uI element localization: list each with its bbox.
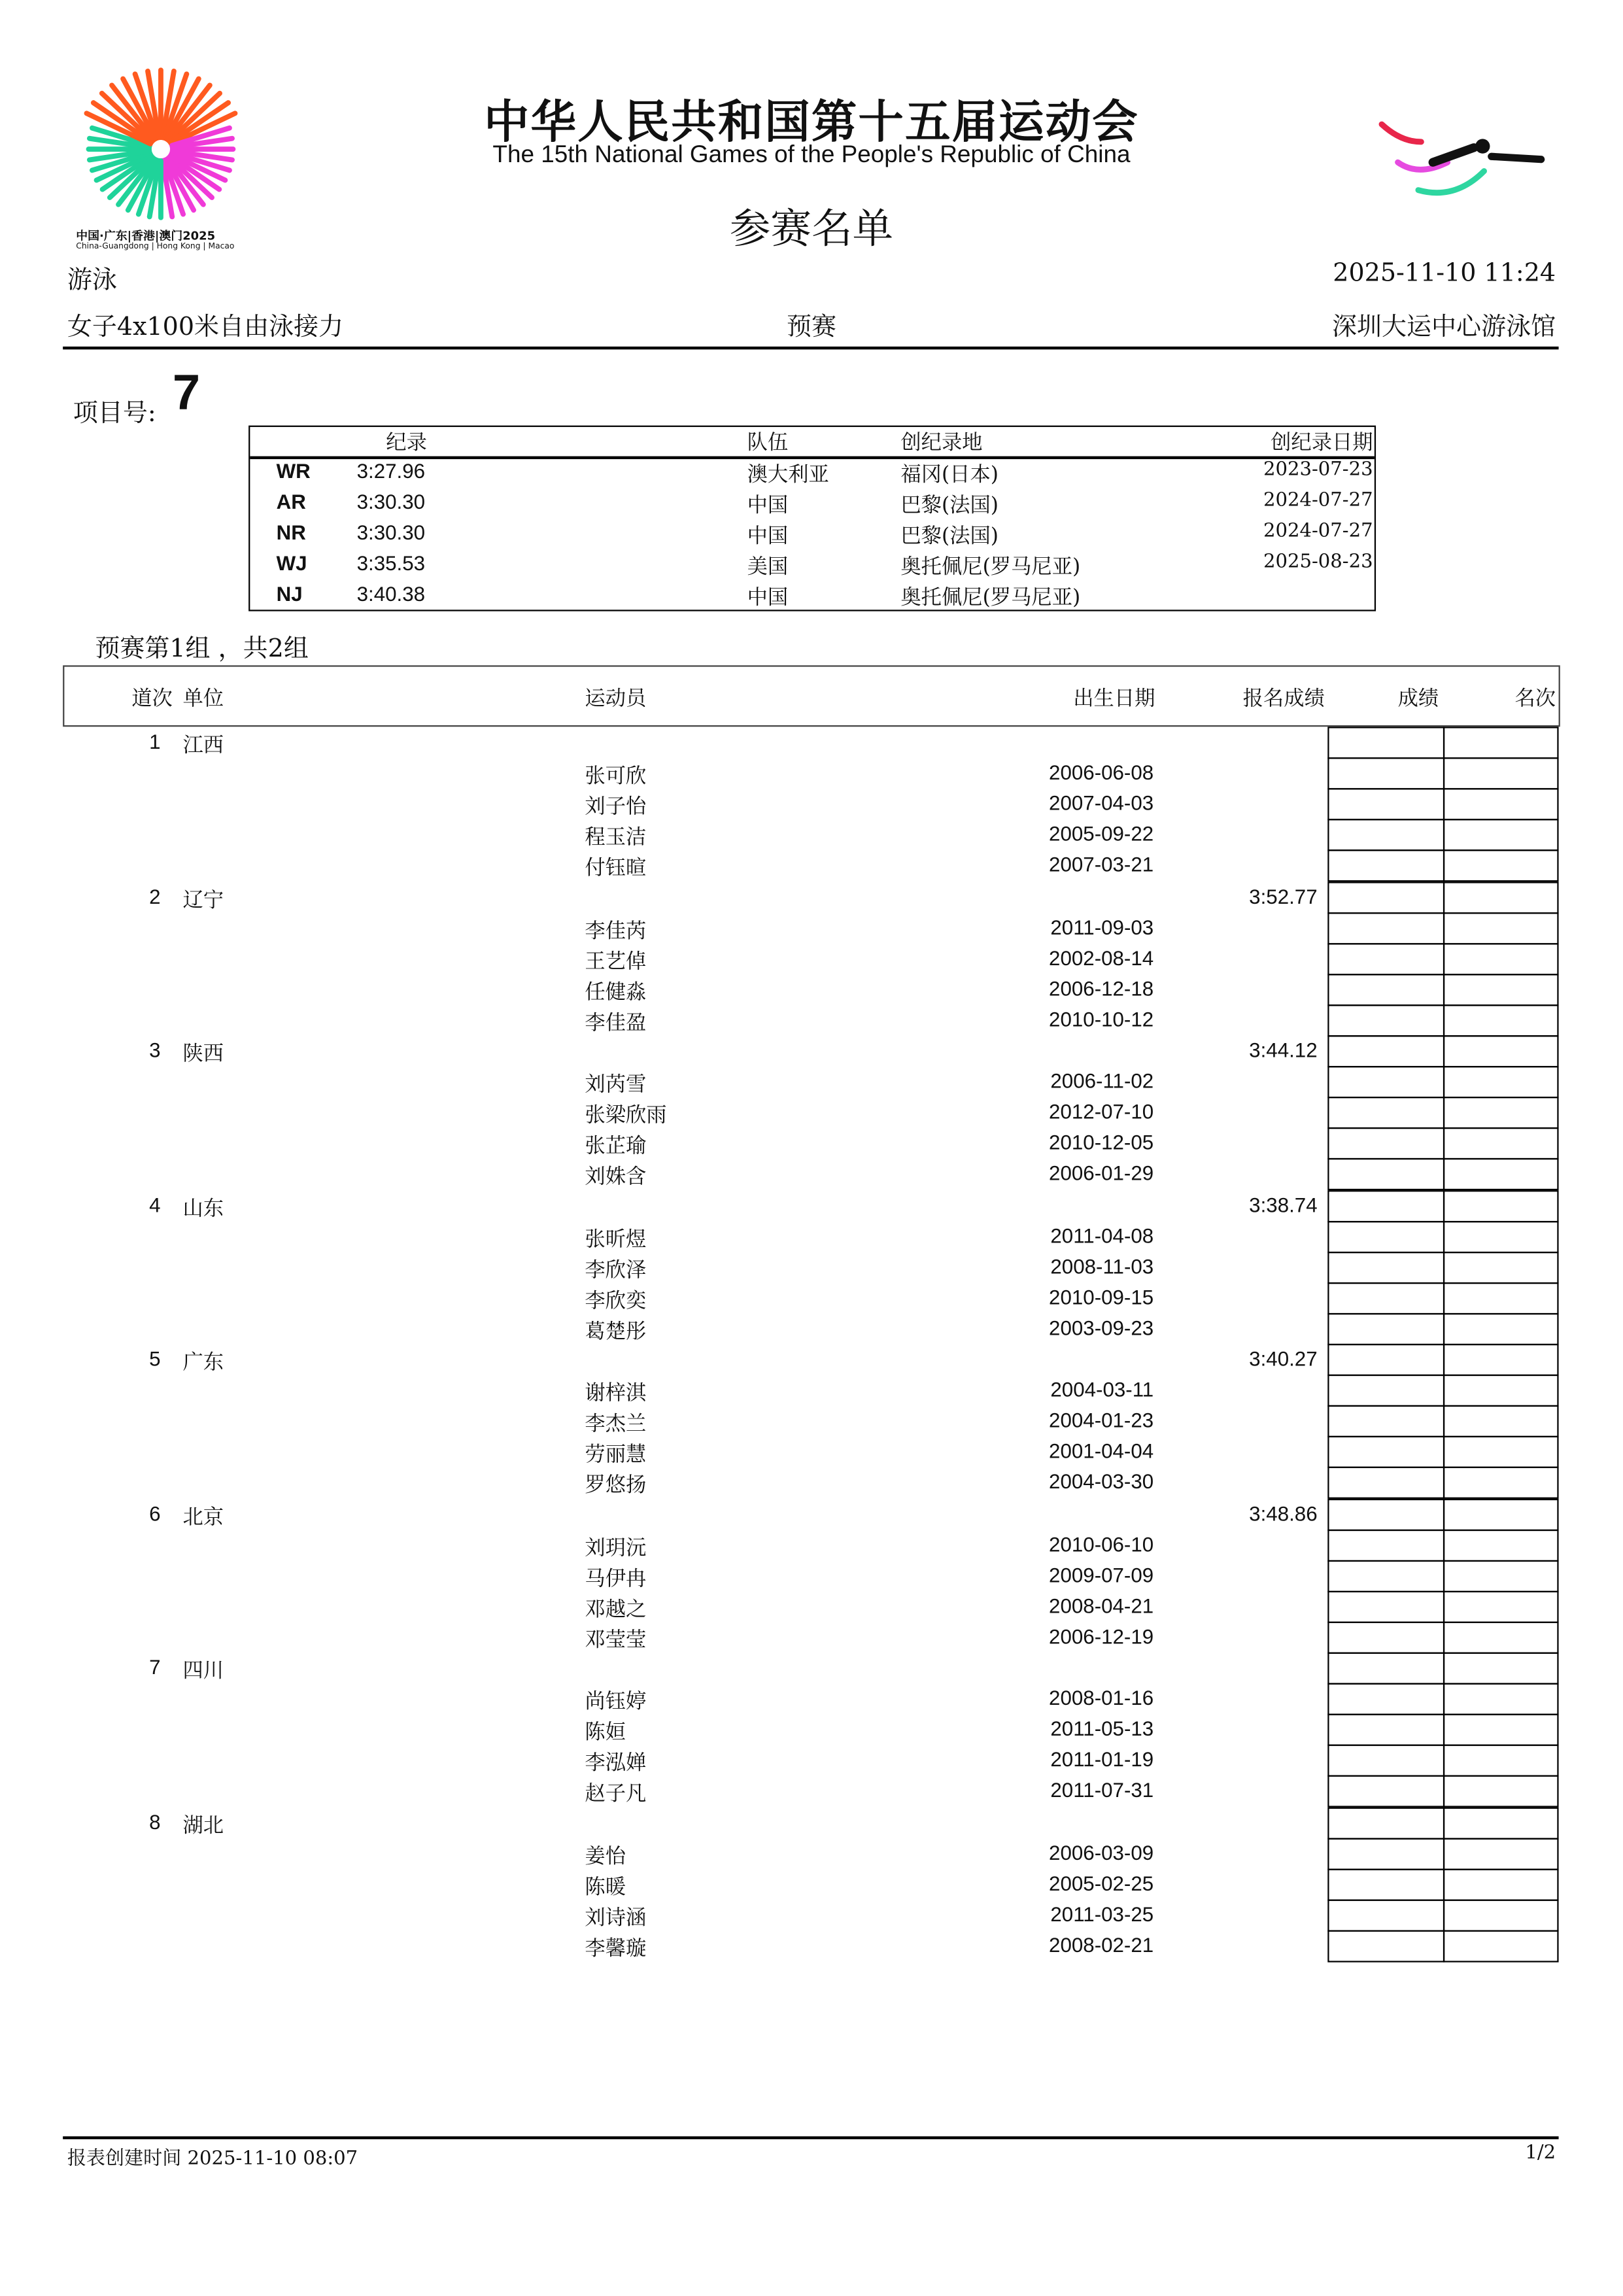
result-box[interactable] (1327, 1467, 1444, 1499)
rank-box[interactable] (1443, 1621, 1559, 1653)
rank-box[interactable] (1443, 1004, 1559, 1037)
athlete-dob: 2010-10-12 (1049, 1007, 1154, 1031)
header-unit: 单位 (182, 687, 224, 711)
result-box[interactable] (1327, 1344, 1444, 1376)
athlete-dob: 2006-01-29 (1049, 1161, 1154, 1186)
athlete-name: 邓越之 (585, 1598, 647, 1622)
rank-box[interactable] (1443, 1590, 1559, 1622)
athlete-name: 陈暖 (585, 1876, 626, 1899)
athlete-row (0, 1220, 1623, 1251)
athlete-dob: 2006-12-18 (1049, 976, 1154, 1000)
result-box[interactable] (1327, 1745, 1444, 1777)
entries-table-header (63, 665, 1560, 727)
rank-box[interactable] (1443, 1467, 1559, 1499)
lane-row (0, 1035, 1623, 1066)
rank-box[interactable] (1443, 1251, 1559, 1283)
rank-box[interactable] (1443, 1405, 1559, 1437)
team-unit: 江西 (182, 734, 224, 758)
result-box[interactable] (1327, 1683, 1444, 1715)
athlete-name: 李佳盈 (585, 1012, 647, 1035)
record-code: WR (276, 459, 311, 483)
athlete-dob: 2008-01-16 (1049, 1686, 1154, 1710)
athlete-name: 王艺倬 (585, 950, 647, 974)
record-team: 澳大利亚 (747, 463, 829, 487)
result-box[interactable] (1327, 1930, 1444, 1962)
athlete-name: 李欣泽 (585, 1258, 647, 1282)
lane-row (0, 1498, 1623, 1529)
athlete-dob: 2001-04-04 (1049, 1439, 1154, 1463)
athlete-name: 张芷瑜 (585, 1135, 647, 1159)
athlete-row (0, 943, 1623, 974)
record-date: 2024-07-27 (1263, 490, 1373, 512)
heat-label: 预赛第1组 ，共2组 (95, 634, 309, 664)
logo-text-cn: 中国·广东|香港|澳门2025 (76, 230, 216, 243)
athlete-dob: 2012-07-10 (1049, 1099, 1154, 1123)
record-place: 奥托佩尼(罗马尼亚) (900, 555, 1081, 579)
rank-box[interactable] (1443, 757, 1559, 789)
result-box[interactable] (1327, 1621, 1444, 1653)
athlete-row (0, 1467, 1623, 1498)
athlete-dob: 2003-09-23 (1049, 1316, 1154, 1339)
result-box[interactable] (1327, 1066, 1444, 1098)
lane-row (0, 1653, 1623, 1683)
lane-number: 5 (149, 1346, 161, 1371)
athlete-name: 罗悠扬 (585, 1474, 647, 1498)
athlete-name: 陈姮 (585, 1721, 626, 1745)
rank-box[interactable] (1443, 1498, 1559, 1530)
athlete-row (0, 912, 1623, 942)
athlete-row (0, 1375, 1623, 1405)
rank-box[interactable] (1443, 1097, 1559, 1129)
athlete-dob: 2009-07-09 (1049, 1562, 1154, 1586)
result-box[interactable] (1327, 1313, 1444, 1345)
result-box[interactable] (1327, 1220, 1444, 1252)
athlete-name: 赵子凡 (585, 1783, 647, 1807)
print-datetime: 2025-11-10 11:24 (1333, 258, 1556, 288)
result-box[interactable] (1327, 1097, 1444, 1129)
rank-box[interactable] (1443, 819, 1559, 851)
record-date: 2024-07-27 (1263, 521, 1373, 543)
record-team: 中国 (747, 524, 789, 549)
record-team: 中国 (747, 586, 789, 610)
lane-number: 1 (149, 729, 161, 753)
athlete-dob: 2010-06-10 (1049, 1532, 1154, 1556)
records-header-place: 创纪录地 (900, 431, 983, 455)
lane-number: 6 (149, 1501, 161, 1525)
result-box[interactable] (1327, 819, 1444, 851)
athlete-row (0, 1066, 1623, 1097)
athlete-row (0, 1251, 1623, 1282)
header-divider (63, 347, 1558, 349)
athlete-name: 谢梓淇 (585, 1382, 647, 1406)
athlete-name: 邓莹莹 (585, 1628, 647, 1653)
athlete-name: 张昕煜 (585, 1227, 647, 1252)
athlete-row (0, 1714, 1623, 1745)
rank-box[interactable] (1443, 1930, 1559, 1962)
document-title: 参赛名单 (729, 205, 894, 253)
athlete-dob: 2008-02-21 (1049, 1932, 1154, 1957)
athlete-row (0, 1097, 1623, 1127)
athlete-row (0, 789, 1623, 819)
result-box[interactable] (1327, 1128, 1444, 1160)
athlete-dob: 2006-03-09 (1049, 1840, 1154, 1864)
record-code: NR (276, 521, 306, 544)
created-time: 2025-11-10 08:07 (187, 2148, 358, 2170)
athlete-name: 刘诗涵 (585, 1906, 647, 1930)
record-place: 奥托佩尼(罗马尼亚) (900, 586, 1081, 610)
athlete-dob: 2010-09-15 (1049, 1284, 1154, 1309)
venue-label: 深圳大运中心游泳馆 (1331, 313, 1556, 343)
result-box[interactable] (1327, 757, 1444, 789)
athlete-dob: 2005-02-25 (1049, 1871, 1154, 1895)
result-box[interactable] (1327, 1436, 1444, 1468)
created-label: 报表创建时间 (67, 2148, 182, 2170)
result-box[interactable] (1327, 1405, 1444, 1437)
athlete-row (0, 1436, 1623, 1467)
result-box[interactable] (1327, 1282, 1444, 1314)
athlete-dob: 2011-05-13 (1050, 1717, 1154, 1741)
lane-row (0, 1807, 1623, 1838)
record-time: 3:30.30 (356, 521, 426, 544)
athlete-name: 刘子怡 (585, 795, 647, 819)
rank-box[interactable] (1443, 1128, 1559, 1160)
record-team: 美国 (747, 555, 789, 579)
result-box[interactable] (1327, 1190, 1444, 1222)
rank-box[interactable] (1443, 727, 1559, 759)
rank-box[interactable] (1443, 1838, 1559, 1870)
athlete-row (0, 1313, 1623, 1344)
rank-box[interactable] (1443, 1035, 1559, 1067)
athlete-dob: 2005-09-22 (1049, 822, 1154, 846)
lane-number: 8 (149, 1809, 161, 1833)
result-box[interactable] (1327, 1159, 1444, 1191)
lane-number: 4 (149, 1192, 161, 1216)
header-lane: 道次 (131, 687, 173, 711)
athlete-row (0, 1899, 1623, 1930)
header-athlete: 运动员 (585, 687, 647, 711)
lane-row (0, 1344, 1623, 1375)
athlete-dob: 2011-07-31 (1050, 1778, 1154, 1802)
athlete-dob: 2008-04-21 (1049, 1593, 1154, 1617)
rank-box[interactable] (1443, 1775, 1559, 1808)
athlete-row (0, 1775, 1623, 1806)
result-box[interactable] (1327, 1775, 1444, 1808)
athlete-name: 李馨璇 (585, 1937, 647, 1961)
rank-box[interactable] (1443, 1159, 1559, 1191)
athlete-dob: 2011-04-08 (1050, 1223, 1154, 1247)
athlete-row (0, 1004, 1623, 1035)
athlete-name: 张可欣 (585, 764, 647, 789)
athlete-row (0, 819, 1623, 850)
athlete-row (0, 850, 1623, 881)
record-place: 巴黎(法国) (900, 524, 999, 549)
athlete-name: 李佳芮 (585, 919, 647, 943)
team-unit: 四川 (182, 1659, 224, 1683)
result-box[interactable] (1327, 1529, 1444, 1561)
athlete-name: 葛楚彤 (585, 1320, 647, 1344)
record-time: 3:27.96 (356, 459, 426, 483)
athlete-name: 劳丽慧 (585, 1443, 647, 1467)
lane-row (0, 727, 1623, 757)
entry-time: 3:38.74 (1249, 1192, 1318, 1216)
rank-box[interactable] (1443, 1899, 1559, 1931)
athlete-row (0, 1590, 1623, 1621)
team-unit: 陕西 (182, 1042, 224, 1067)
games-title-en: The 15th National Games of the People's Republic of China (492, 141, 1131, 169)
lane-number: 7 (149, 1655, 161, 1679)
athlete-dob: 2006-11-02 (1050, 1069, 1154, 1093)
entry-time: 3:52.77 (1249, 883, 1318, 908)
header-dob: 出生日期 (1073, 687, 1155, 711)
rank-box[interactable] (1443, 1560, 1559, 1592)
athlete-dob: 2008-11-03 (1050, 1254, 1154, 1278)
athlete-row (0, 1560, 1623, 1590)
result-box[interactable] (1327, 881, 1444, 913)
entry-time: 3:44.12 (1249, 1038, 1318, 1062)
header-result: 成绩 (1397, 687, 1439, 711)
event-number-label: 项目号: (73, 399, 156, 429)
rank-box[interactable] (1443, 1745, 1559, 1777)
result-box[interactable] (1327, 1807, 1444, 1839)
result-box[interactable] (1327, 1590, 1444, 1622)
records-header-record: 纪录 (386, 431, 427, 455)
athlete-row (0, 1683, 1623, 1714)
footer-divider (63, 2136, 1558, 2138)
team-unit: 广东 (182, 1351, 224, 1375)
result-box[interactable] (1327, 943, 1444, 975)
athlete-name: 马伊冉 (585, 1567, 647, 1591)
rank-box[interactable] (1443, 1714, 1559, 1746)
athlete-dob: 2004-03-30 (1049, 1470, 1154, 1494)
header-entry-time: 报名成绩 (1242, 687, 1325, 711)
result-box[interactable] (1327, 1714, 1444, 1746)
lane-row (0, 881, 1623, 912)
event-name: 女子4x100米自由泳接力 (67, 313, 344, 343)
lane-row (0, 1190, 1623, 1220)
athlete-row (0, 1405, 1623, 1436)
result-box[interactable] (1327, 1838, 1444, 1870)
rank-box[interactable] (1443, 974, 1559, 1006)
athlete-row (0, 1838, 1623, 1868)
athlete-row (0, 1529, 1623, 1560)
records-header-date: 创纪录日期 (1271, 431, 1373, 455)
rank-box[interactable] (1443, 1868, 1559, 1900)
rank-box[interactable] (1443, 1220, 1559, 1252)
result-box[interactable] (1327, 1868, 1444, 1900)
result-box[interactable] (1327, 850, 1444, 882)
sport-label: 游泳 (67, 266, 117, 296)
record-code: NJ (276, 581, 303, 606)
record-time: 3:40.38 (356, 581, 426, 606)
team-unit: 北京 (182, 1505, 224, 1529)
rank-box[interactable] (1443, 1313, 1559, 1345)
athlete-dob: 2004-01-23 (1049, 1408, 1154, 1432)
athlete-name: 姜怡 (585, 1844, 626, 1868)
result-box[interactable] (1327, 789, 1444, 821)
athlete-dob: 2006-12-19 (1049, 1624, 1154, 1648)
rank-box[interactable] (1443, 1344, 1559, 1376)
rank-box[interactable] (1443, 1066, 1559, 1098)
phase-label: 预赛 (786, 313, 836, 343)
athlete-dob: 2011-01-19 (1050, 1747, 1154, 1772)
athlete-dob: 2007-03-21 (1049, 853, 1154, 877)
rank-box[interactable] (1443, 850, 1559, 882)
record-code: AR (276, 490, 306, 513)
record-team: 中国 (747, 494, 789, 518)
entry-time: 3:40.27 (1249, 1346, 1318, 1371)
team-unit: 湖北 (182, 1813, 224, 1838)
event-number: 7 (172, 366, 201, 421)
athlete-dob: 2007-04-03 (1049, 791, 1154, 815)
rank-box[interactable] (1443, 1375, 1559, 1407)
rank-box[interactable] (1443, 1653, 1559, 1685)
result-box[interactable] (1327, 974, 1444, 1006)
rank-box[interactable] (1443, 912, 1559, 944)
rank-box[interactable] (1443, 789, 1559, 821)
result-box[interactable] (1327, 1899, 1444, 1931)
rank-box[interactable] (1443, 1807, 1559, 1839)
result-box[interactable] (1327, 1004, 1444, 1037)
athlete-name: 尚钰婷 (585, 1690, 647, 1714)
athlete-dob: 2010-12-05 (1049, 1131, 1154, 1154)
footer-created (67, 2142, 358, 2170)
result-box[interactable] (1327, 1251, 1444, 1283)
rank-box[interactable] (1443, 1529, 1559, 1561)
rank-box[interactable] (1443, 1282, 1559, 1314)
header-rank: 名次 (1514, 687, 1556, 711)
athlete-name: 李泓婵 (585, 1752, 647, 1776)
athlete-row (0, 1159, 1623, 1190)
athlete-name: 刘姝含 (585, 1165, 647, 1190)
athlete-row (0, 1930, 1623, 1961)
athlete-row (0, 1282, 1623, 1313)
rank-box[interactable] (1443, 943, 1559, 975)
athlete-name: 李欣奕 (585, 1289, 647, 1313)
entry-time: 3:48.86 (1249, 1501, 1318, 1525)
athlete-name: 任健淼 (585, 980, 647, 1004)
page-number: 1/2 (1525, 2142, 1556, 2165)
logo-text-en: China-Guangdong | Hong Kong | Macao (76, 243, 235, 252)
athlete-row (0, 1868, 1623, 1899)
athlete-name: 付钰暄 (585, 857, 647, 881)
records-header-team: 队伍 (747, 431, 789, 455)
result-box[interactable] (1327, 1560, 1444, 1592)
record-date: 2023-07-23 (1263, 459, 1373, 481)
result-box[interactable] (1327, 912, 1444, 944)
rank-box[interactable] (1443, 1436, 1559, 1468)
result-box[interactable] (1327, 1653, 1444, 1685)
lane-number: 3 (149, 1038, 161, 1062)
record-time: 3:35.53 (356, 551, 426, 575)
athlete-name: 程玉洁 (585, 827, 647, 850)
rank-box[interactable] (1443, 1190, 1559, 1222)
athlete-name: 李杰兰 (585, 1413, 647, 1437)
team-unit: 山东 (182, 1197, 224, 1220)
athlete-dob: 2002-08-14 (1049, 945, 1154, 969)
rank-box[interactable] (1443, 1683, 1559, 1715)
athlete-dob: 2011-09-03 (1050, 914, 1154, 938)
record-code: WJ (276, 551, 307, 575)
athlete-name: 刘玥沅 (585, 1536, 647, 1560)
result-box[interactable] (1327, 1375, 1444, 1407)
athlete-row (0, 1745, 1623, 1775)
athlete-dob: 2006-06-08 (1049, 760, 1154, 784)
athlete-row (0, 1128, 1623, 1159)
team-unit: 辽宁 (182, 888, 224, 912)
record-date: 2025-08-23 (1263, 551, 1373, 574)
result-box[interactable] (1327, 1035, 1444, 1067)
athlete-row (0, 974, 1623, 1004)
lane-number: 2 (149, 883, 161, 908)
athlete-dob: 2011-03-25 (1050, 1902, 1154, 1926)
record-time: 3:30.30 (356, 490, 426, 513)
athlete-name: 张梁欣雨 (585, 1104, 667, 1128)
games-title-cn: 中华人民共和国第十五届运动会 (484, 96, 1139, 150)
record-place: 福冈(日本) (900, 463, 999, 487)
result-box[interactable] (1327, 1498, 1444, 1530)
athlete-name: 刘芮雪 (585, 1073, 647, 1097)
rank-box[interactable] (1443, 881, 1559, 913)
records-table (248, 426, 1376, 611)
athlete-dob: 2004-03-11 (1050, 1377, 1154, 1401)
athlete-row (0, 1621, 1623, 1652)
result-box[interactable] (1327, 727, 1444, 759)
athlete-row (0, 757, 1623, 788)
record-place: 巴黎(法国) (900, 494, 999, 518)
